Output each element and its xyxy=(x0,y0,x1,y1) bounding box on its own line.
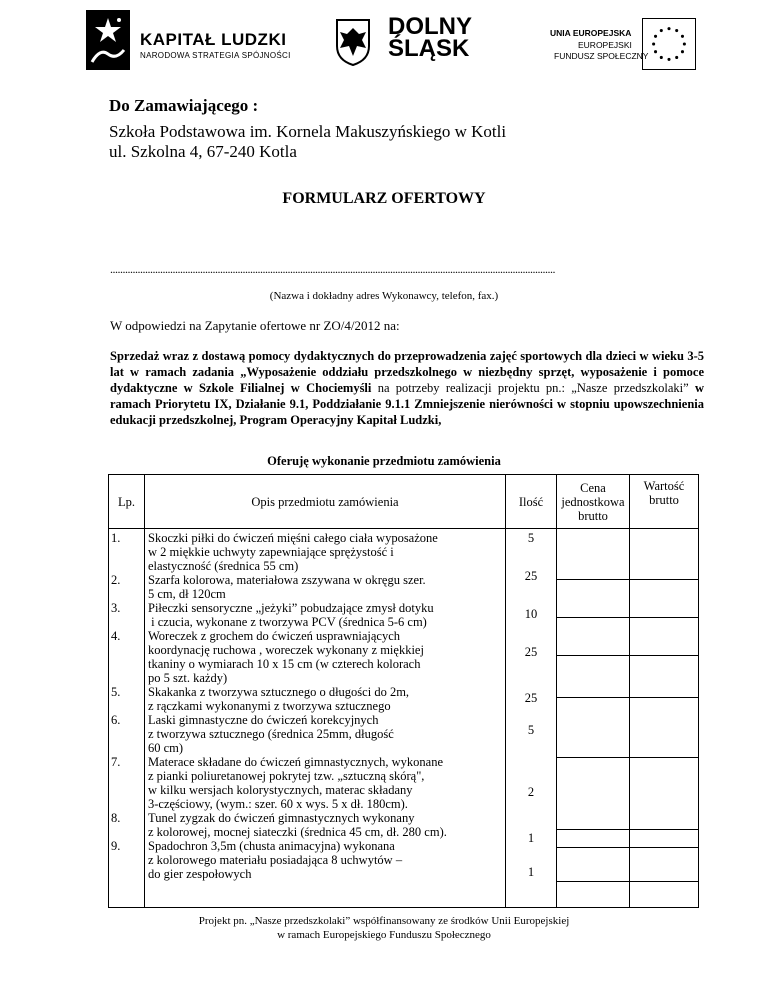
quantity-value: 10 xyxy=(524,607,538,621)
dolny-slask-line2: ŚLĄSK xyxy=(388,35,470,62)
footer-line-2: w ramach Europejskiego Funduszu Społecznego xyxy=(277,929,491,941)
form-title: FORMULARZ OFERTOWY xyxy=(282,190,486,207)
dolny-slask-logo xyxy=(388,13,472,62)
row-number: 3. xyxy=(111,601,121,615)
quantity-value: 1 xyxy=(527,865,535,879)
offer-table xyxy=(108,474,699,908)
contractor-hint: (Nazwa i dokładny adres Wykonawcy, telefon, fax.) xyxy=(269,290,499,302)
description-line: Szarfa kolorowa, materiałowa zszywana w okręgu szer. xyxy=(148,573,426,587)
description-line: Spadochron 3,5m (chusta animacyjna) wykonana xyxy=(148,839,395,853)
description-column xyxy=(145,529,505,907)
description-line: 3-częściowy, (wym.: szer. 60 x wys. 5 x dł. 180cm). xyxy=(148,797,408,811)
description-line: tkaniny o wymiarach 10 x 15 cm (w czterech kolorach xyxy=(148,657,421,671)
lower-silesia-eagle-icon xyxy=(333,18,373,66)
col-header-quantity: Ilość xyxy=(506,475,557,529)
logo-header xyxy=(0,0,768,90)
row-separator xyxy=(630,757,698,758)
quantity-value: 5 xyxy=(527,531,535,545)
description-line: Tunel zygzak do ćwiczeń gimnastycznych wykonany xyxy=(148,811,415,825)
row-number: 1. xyxy=(111,531,121,545)
description-line: Skoczki piłki do ćwiczeń mięśni całego ciała wyposażone xyxy=(148,531,438,545)
row-number: 8. xyxy=(111,811,121,825)
description-line: 60 cm) xyxy=(148,741,184,755)
subject-normal: na potrzeby realizacji projektu pn.: „Nasze przedszkolaki” xyxy=(371,381,695,395)
description-line: Skakanka z tworzywa sztucznego o długości do 2m, xyxy=(148,685,410,699)
row-separator xyxy=(557,829,629,830)
row-separator xyxy=(630,579,698,580)
row-number: 7. xyxy=(111,755,121,769)
description-line: do gier zespołowych xyxy=(148,867,252,881)
eu-subtitle-2: FUNDUSZ SPOŁECZNY xyxy=(554,51,649,61)
eu-subtitle-1: EUROPEJSKI xyxy=(578,40,632,50)
description-line: w kilku wersjach kolorystycznych, materac składany xyxy=(148,783,413,797)
description-line: z pianki poliuretanowej pokrytej tzw. „sztuczną skórą", xyxy=(148,769,425,783)
row-separator xyxy=(557,579,629,580)
quantity-value: 5 xyxy=(527,723,535,737)
quantity-value: 2 xyxy=(527,785,535,799)
eu-title: UNIA EUROPEJSKA xyxy=(550,28,632,38)
col-header-description: Opis przedmiotu zamówienia xyxy=(145,475,506,529)
col-header-value: Wartość brutto xyxy=(630,475,699,529)
description-line: elastyczność (średnica 55 cm) xyxy=(148,559,299,573)
row-separator xyxy=(557,757,629,758)
lp-column xyxy=(109,529,144,907)
eu-flag-icon xyxy=(642,18,696,70)
description-line: w 2 miękkie uchwyty zapewniające sprężystość i xyxy=(148,545,394,559)
description-line: Woreczek z grochem do ćwiczeń usprawniających xyxy=(148,629,400,643)
contractor-input-line: .................................................................................................................................................................................. xyxy=(110,262,555,276)
value-column[interactable] xyxy=(630,529,698,907)
quantity-value: 1 xyxy=(527,831,535,845)
recipient-line-1: Szkoła Podstawowa im. Kornela Makuszyńskiego w Kotli xyxy=(109,122,507,141)
row-separator xyxy=(630,847,698,848)
description-line: koordynację ruchowa , woreczek wykonany z miękkiej xyxy=(148,643,424,657)
row-separator xyxy=(557,617,629,618)
kapital-ludzki-title: KAPITAŁ LUDZKI xyxy=(140,30,287,49)
description-line: z kolorowej, mocnej siateczki (średnica 45 cm, dł. 280 cm). xyxy=(148,825,447,839)
unit-price-column[interactable] xyxy=(557,529,629,907)
dolny-slask-line1: DOLNY xyxy=(388,13,472,40)
row-number: 5. xyxy=(111,685,121,699)
row-separator xyxy=(557,655,629,656)
description-line: Laski gimnastyczne do ćwiczeń korekcyjnych xyxy=(148,713,379,727)
row-separator xyxy=(630,655,698,656)
quantity-value: 25 xyxy=(524,569,538,583)
row-separator xyxy=(630,617,698,618)
description-line: po 5 szt. każdy) xyxy=(148,671,228,685)
col-header-lp: Lp. xyxy=(109,475,145,529)
recipient-line-2: ul. Szkolna 4, 67-240 Kotla xyxy=(109,142,297,161)
quantity-value: 25 xyxy=(524,645,538,659)
description-line: 5 cm, dł 120cm xyxy=(148,587,226,601)
description-line: i czucia, wykonane z tworzywa PCV (średnica 5-6 cm) xyxy=(148,615,427,629)
row-separator xyxy=(557,847,629,848)
subject-paragraph xyxy=(110,348,704,428)
description-line: Piłeczki sensoryczne „jeżyki” pobudzające zmysł dotyku xyxy=(148,601,434,615)
row-number: 4. xyxy=(111,629,121,643)
row-separator xyxy=(630,881,698,882)
kapital-ludzki-logo-icon xyxy=(86,10,130,70)
row-separator xyxy=(630,829,698,830)
kapital-ludzki-subtitle: NARODOWA STRATEGIA SPÓJNOŚCI xyxy=(140,51,291,60)
row-separator xyxy=(630,697,698,698)
description-line: z rączkami wykonanymi z tworzywa sztucznego xyxy=(148,699,391,713)
subject-bold-2: w ramach Priorytetu IX, Działanie 9.1, Poddziałanie 9.1.1 Zmniejszenie nierówności w stopniu upowszechnienia edukacji przedszkolnej, Program Operacyjny Kapitał Ludzki, xyxy=(110,381,704,427)
row-number: 6. xyxy=(111,713,121,727)
description-line: z tworzywa sztucznego (średnica 25mm, długość xyxy=(148,727,394,741)
response-line: W odpowiedzi na Zapytanie ofertowe nr ZO/4/2012 na: xyxy=(110,318,400,333)
quantity-value: 25 xyxy=(524,691,538,705)
footer xyxy=(0,914,768,942)
col-header-unit-price: Cena jednostkowa brutto xyxy=(557,475,630,529)
table-header-row xyxy=(109,475,699,529)
table-body-row xyxy=(109,529,699,908)
row-number: 9. xyxy=(111,839,121,853)
quantity-column xyxy=(506,529,556,907)
subject-bold-1: Sprzedaż wraz z dostawą pomocy dydaktycznych do przeprowadzenia zajęć sportowych dla dzieci w wieku 3-5 lat w ramach zadania „Wyposażenie oddziału przedszkolnego w niezbędny sprzęt, wyposażenie i pomoce dydaktyczne w Szkole Filialnej w Chociemyśli xyxy=(110,349,704,395)
description-line: z kolorowego materiału posiadająca 8 uchwytów – xyxy=(148,853,403,867)
recipient-heading: Do Zamawiającego : xyxy=(109,96,259,115)
row-separator xyxy=(557,697,629,698)
footer-line-1: Projekt pn. „Nasze przedszkolaki” współfinansowany ze środków Unii Europejskiej xyxy=(198,915,570,927)
row-number: 2. xyxy=(111,573,121,587)
offer-heading: Oferuję wykonanie przedmiotu zamówienia xyxy=(267,454,501,468)
row-separator xyxy=(557,881,629,882)
description-line: Materace składane do ćwiczeń gimnastycznych, wykonane xyxy=(148,755,444,769)
